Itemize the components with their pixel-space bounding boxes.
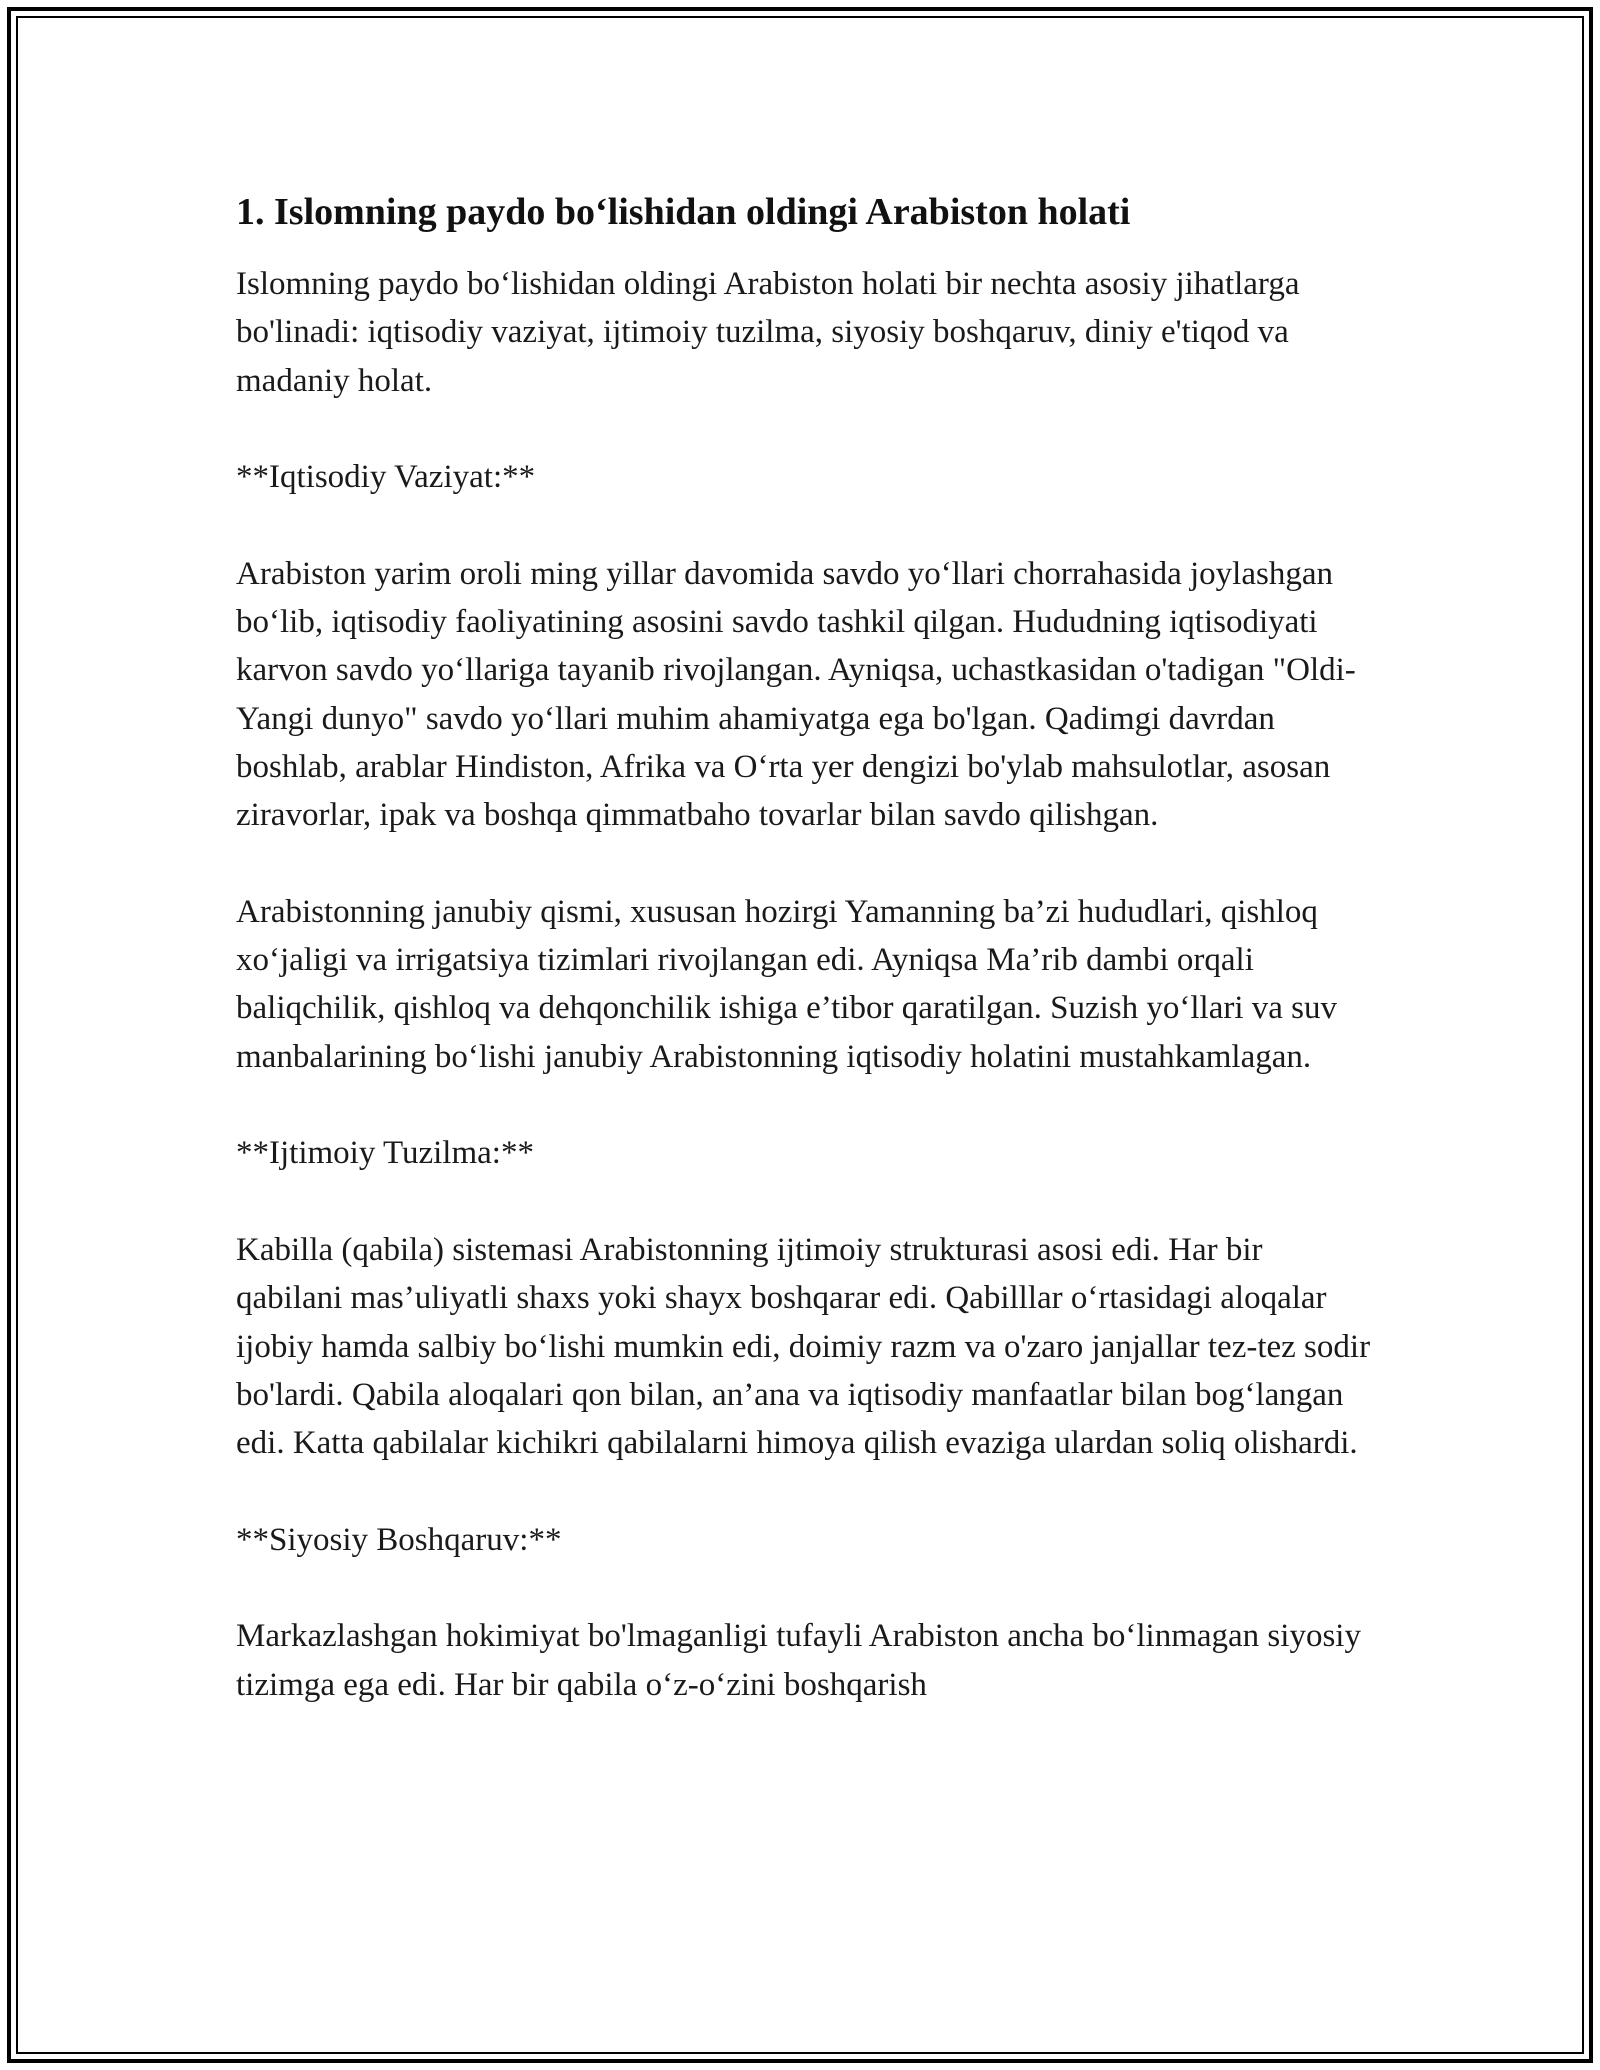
social-paragraph-1: Kabilla (qabila) sistemasi Arabistonning ijtimoiy strukturasi asosi edi. Har bir qabilani mas’uliyatli shaxs yoki shayx boshqarar edi. Qabilllar o‘rtasidagi aloqalar ijobiy hamda salbiy bo‘lishi mumkin edi, doimiy razm va o'zaro janjallar tez-tez sodir bo'lardi. Qabila aloqalari qon bilan, an’ana va iqtisodiy manfaatlar bilan bog‘langan edi. Katta qabilalar kichikri qabilalarni himoya qilish evaziga ulardan soliq olishardi. [236,1231,1371,1462]
section-title-economy: **Iqtisodiy Vaziyat:** [236,459,536,496]
document-body [236,186,1376,1709]
political-paragraph-1: Markazlashgan hokimiyat bo'lmaganligi tufayli Arabiston ancha bo‘linmagan siyosiy tizimga ega edi. Har bir qabila o‘z-o‘zini boshqarish [236,1618,1361,1703]
document-heading: 1. Islomning paydo bo‘lishidan oldingi Arabiston holati [236,191,1131,233]
section-title-political: **Siyosiy Boshqaruv:** [236,1521,562,1558]
economy-paragraph-1: Arabiston yarim oroli ming yillar davomida savdo yo‘llari chorrahasida joylashgan bo‘lib, iqtisodiy faoliyatining asosini savdo tashkil qilgan. Hududning iqtisodiyati karvon savdo yo‘llariga tayanib rivojlangan. Ayniqsa, uchastkasidan o'tadigan "Oldi-Yangi dunyo" savdo yo‘llari muhim ahamiyatga ega bo'lgan. Qadimgi davrdan boshlab, arablar Hindiston, Afrika va O‘rta yer dengizi bo'ylab mahsulotlar, asosan ziravorlar, ipak va boshqa qimmatbaho tovarlar bilan savdo qilishgan. [236,555,1356,834]
section-title-social: **Ijtimoiy Tuzilma:** [236,1135,534,1172]
economy-paragraph-2: Arabistonning janubiy qismi, xususan hozirgi Yamanning ba’zi hududlari, qishloq xo‘jaligi va irrigatsiya tizimlari rivojlangan edi. Ayniqsa Ma’rib dambi orqali baliqchilik, qishloq va dehqonchilik ishiga e’tibor qaratilgan. Suzish yo‘llari va suv manbalarining bo‘lishi janubiy Arabistonning iqtisodiy holatini mustahkamlagan. [236,893,1338,1075]
intro-paragraph: Islomning paydo bo‘lishidan oldingi Arabiston holati bir nechta asosiy jihatlarga bo'linadi: iqtisodiy vaziyat, ijtimoiy tuzilma, siyosiy boshqaruv, diniy e'tiqod va madaniy holat. [236,266,1300,399]
